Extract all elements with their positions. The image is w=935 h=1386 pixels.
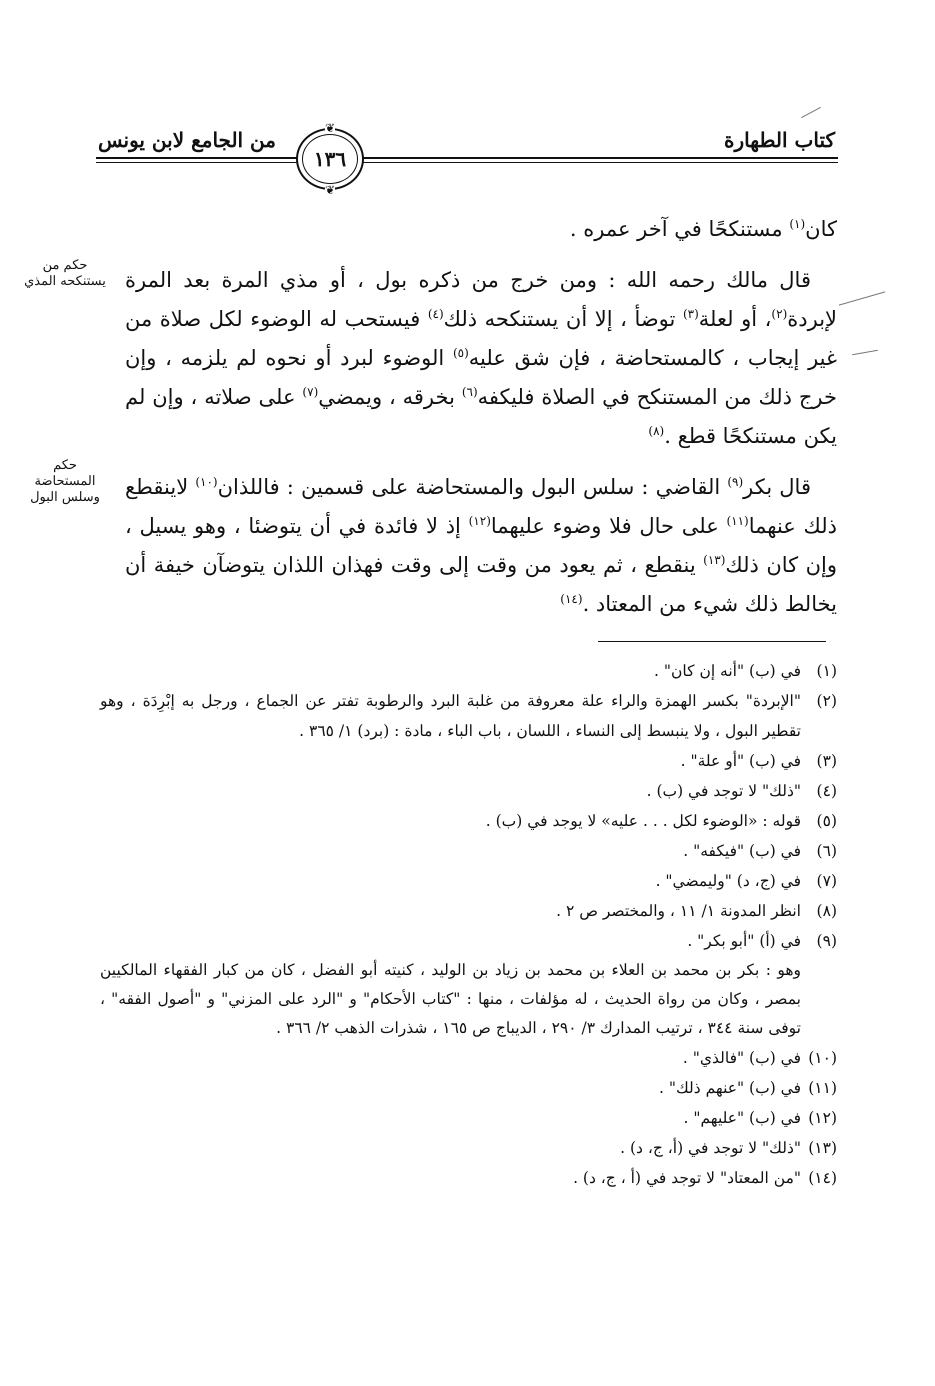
footnote-number: (٧) xyxy=(816,872,837,890)
margin-note-line: حكم من xyxy=(42,258,88,273)
footnote xyxy=(100,656,837,686)
footnote-separator xyxy=(598,641,826,642)
footnote xyxy=(100,1163,837,1193)
margin-note-mustahada xyxy=(20,458,110,506)
text-run: ينقطع ، ثم يعود من وقت إلى وقت فهذان اللذان يتوضآن خيفة أن يخالط ذلك شيء من المعتاد . xyxy=(125,553,837,616)
footnote-text: في (ب) "فالذي" . xyxy=(682,1049,801,1067)
footnote-ref: (٧) xyxy=(302,385,319,399)
footnote-text: "من المعتاد" لا توجد في (أ ، ج، د) . xyxy=(573,1169,801,1187)
page-number-emblem xyxy=(296,121,364,197)
footnote-ref: (١٢) xyxy=(468,514,491,528)
footnote-number: (١٣) xyxy=(808,1139,837,1157)
margin-note-line: يستنكحه المذي xyxy=(24,274,106,289)
footnote-ref: (٨) xyxy=(648,424,665,438)
footnote-text: في (ب) "أو علة" . xyxy=(680,752,801,770)
footnote-text: في (ب) "فيكفه" . xyxy=(683,842,801,860)
footnote-text: في (ب) "عليهم" . xyxy=(683,1109,801,1127)
text-run: ، أو لعلة xyxy=(698,307,772,331)
footnote-number: (٥) xyxy=(816,812,837,830)
text-run: على صلاته ، وإن لم يكن مستنكحًا قطع . xyxy=(125,385,837,448)
header-rule-thin xyxy=(96,162,838,163)
margin-note-line: حكم xyxy=(53,458,77,473)
footnote xyxy=(100,836,837,866)
footnote xyxy=(100,776,837,806)
paragraph-2 xyxy=(125,261,837,456)
running-header-title: من الجامع لابن يونس xyxy=(98,128,276,152)
footnote-ref: (٦) xyxy=(461,385,478,399)
ornament-icon: ❦ xyxy=(324,121,336,135)
pen-stroke xyxy=(801,107,821,118)
footnote-number: (٣) xyxy=(816,752,837,770)
page-number: ١٣٦ xyxy=(313,147,347,171)
footnote-ref: (١١) xyxy=(726,514,749,528)
text-run: توضأ ، إلا أن يستنكحه ذلك xyxy=(443,307,683,331)
footnote-number: (١٠) xyxy=(808,1049,837,1067)
text-run: القاضي : سلس البول والمستحاضة على قسمين : فاللذان xyxy=(217,475,728,499)
footnote xyxy=(100,806,837,836)
footnote-text: في (ب) "أنه إن كان" . xyxy=(654,662,801,680)
footnote-text: "ذلك" لا توجد في (أ، ج، د) . xyxy=(620,1139,801,1157)
footnote xyxy=(100,866,837,896)
pen-stroke xyxy=(852,350,878,355)
footnote-ref: (٤) xyxy=(427,307,444,321)
text-run: مستنكحًا في آخر عمره . xyxy=(569,217,790,241)
footnote-number: (٨) xyxy=(816,902,837,920)
footnote xyxy=(100,686,837,746)
margin-note-line: وسلس البول xyxy=(30,490,100,505)
footnote-ref: (١٣) xyxy=(703,553,726,567)
text-run: كان xyxy=(805,217,837,241)
paragraph-1 xyxy=(125,210,837,249)
text-run: إذ لا فائدة في أن يتوضئا ، وهو يسيل ، وإن كان ذلك xyxy=(125,514,838,577)
footnote-text: في (ب) "عنهم ذلك" . xyxy=(659,1079,801,1097)
footnote-continuation: وهو : بكر بن محمد بن العلاء بن محمد بن زياد بن الوليد ، كنيته أبو الفضل ، كان من كبار الفقهاء المالكيين بمصر ، وكان من رواة الحديث ، له مؤلفات ، منها : "كتاب الأحكام" و "الرد على المزني" و "أصول الفقه" ، توفى سنة ٣٤٤ ، ترتيب المدارك ٣/ ٢٩٠ ، الديباج ص ١٦٥ ، شذرات الذهب ٢/ ٣٦٦ . xyxy=(100,961,801,1037)
text-run: قال مالك رحمه الله : ومن خرج من ذكره بول ، أو مذي المرة بعد المرة لإبردة xyxy=(125,268,838,331)
footnote-text: "ذلك" لا توجد في (ب) . xyxy=(646,782,801,800)
footnote xyxy=(100,746,837,776)
text-run: الوضوء لبرد أو نحوه لم يلزمه ، وإن خرج ذلك من المستنكح في الصلاة فليكفه xyxy=(125,346,837,409)
footnote xyxy=(100,1133,837,1163)
footnote-number: (١٢) xyxy=(808,1109,837,1127)
text-run: على حال فلا وضوء عليهما xyxy=(490,514,727,538)
text-run: لاينقطع ذلك عنهما xyxy=(125,475,837,538)
footnote xyxy=(100,926,837,956)
text-run: بخرقه ، ويمضي xyxy=(318,385,462,409)
footnote-text: قوله : «الوضوء لكل . . . عليه» لا يوجد في (ب) . xyxy=(485,812,801,830)
footnote xyxy=(100,896,837,926)
footnote xyxy=(100,1043,837,1073)
paragraph-3 xyxy=(125,468,837,624)
footnote-ref: (٥) xyxy=(452,346,469,360)
footnote-text: انظر المدونة ١/ ١١ ، والمختصر ص ٢ . xyxy=(556,902,801,920)
footnote-text: "الإبردة" بكسر الهمزة والراء علة معروفة من غلبة البرد والرطوبة تفتر عن الجماع ، ورجل به إبْرِدَة ، وهو تقطير البول ، ولا ينبسط إلى النساء ، اللسان ، باب الباء ، مادة : (برد) ١/ ٣٦٥ . xyxy=(100,692,801,740)
text-run: قال بكر xyxy=(743,475,811,499)
footnote-number: (١) xyxy=(816,662,837,680)
footnote-number: (٩) xyxy=(816,932,837,950)
footnote-ref: (١٤) xyxy=(560,592,583,606)
footnote-ref: (٩) xyxy=(727,475,744,489)
running-header-chapter: كتاب الطهارة xyxy=(724,128,835,152)
footnote xyxy=(100,1103,837,1133)
footnote-number: (٤) xyxy=(816,782,837,800)
ornament-icon: ❦ xyxy=(324,183,336,197)
footnote xyxy=(100,1073,837,1103)
footnote-text: في (ج، د) "وليمضي" . xyxy=(655,872,801,890)
footnote-number: (٢) xyxy=(816,692,837,710)
footnote-ref: (١) xyxy=(789,217,806,231)
text-run: فيستحب له الوضوء لكل صلاة من غير إيجاب ، كالمستحاضة ، فإن شق عليه xyxy=(125,307,837,370)
footnotes xyxy=(100,656,837,1193)
pen-stroke xyxy=(839,291,885,305)
footnote-ref: (٢) xyxy=(771,307,788,321)
footnote-number: (١٤) xyxy=(808,1169,837,1187)
footnote-ref: (١٠) xyxy=(195,475,218,489)
margin-note-line: المستحاضة xyxy=(34,474,96,489)
footnote-text: في (أ) "أبو بكر" . xyxy=(687,932,801,950)
main-text xyxy=(125,210,837,624)
header-rule xyxy=(96,157,838,159)
footnote-number: (١١) xyxy=(808,1079,837,1097)
footnote-ref: (٣) xyxy=(682,307,699,321)
footnote-number: (٦) xyxy=(816,842,837,860)
margin-note-madhi xyxy=(20,258,110,290)
